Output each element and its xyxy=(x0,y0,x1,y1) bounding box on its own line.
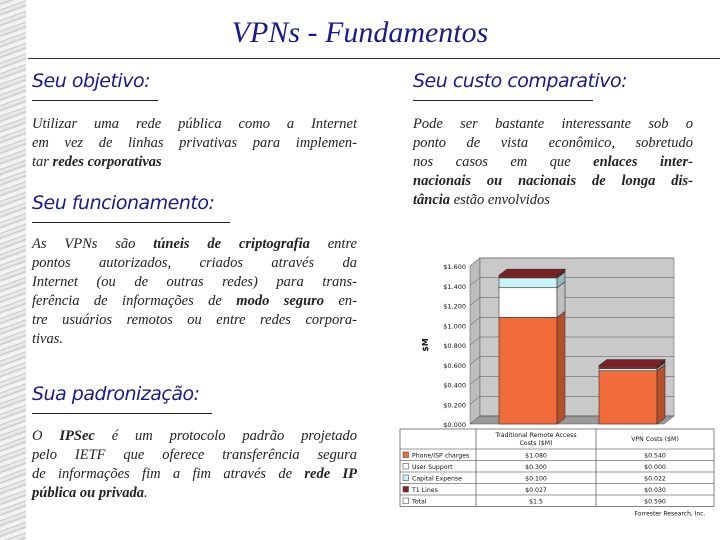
heading-funcionamento-underline xyxy=(32,222,230,223)
y-tick-label: $0.600 xyxy=(443,361,466,370)
y-tick-label: $0.800 xyxy=(443,342,466,350)
text-line xyxy=(413,172,693,191)
text-run: en- xyxy=(324,293,357,309)
text-line xyxy=(32,446,357,465)
text-run: pontos autorizados, criados através da xyxy=(32,255,357,271)
y-tick-label: $1.200 xyxy=(443,302,466,311)
y-axis-label: $M xyxy=(421,338,430,352)
text-run: O xyxy=(32,428,60,444)
text-line xyxy=(32,115,357,134)
text-run: tar xyxy=(32,154,53,170)
data-label: $0.100 xyxy=(525,475,547,483)
data-label: $0.027 xyxy=(525,487,547,494)
text-run: Internet (ou de outras redes) para trans- xyxy=(32,274,357,290)
legend-swatch xyxy=(403,475,409,481)
chart-source: Forrester Research, Inc. xyxy=(634,510,706,518)
bold-text: enlaces inter- xyxy=(593,154,693,170)
legend-entry: Total xyxy=(412,498,427,506)
bold-text: redes corporativas xyxy=(52,154,162,170)
text-line xyxy=(32,465,357,484)
bar-top xyxy=(499,269,565,275)
text-run: de informações fim a fim através de xyxy=(32,466,305,482)
y-tick-label: $0.200 xyxy=(443,401,466,410)
text-line xyxy=(32,235,357,254)
legend-entry: Capital Expense xyxy=(412,475,462,483)
text-run: em vez de linhas privativas para implemen- xyxy=(32,135,357,151)
legend-entry: T1 Lines xyxy=(412,487,438,494)
text-line xyxy=(32,311,357,330)
legend-entry: User Support xyxy=(412,464,453,471)
bar-segment xyxy=(499,275,557,278)
heading-objetivo-underline xyxy=(32,100,158,101)
text-run: nos casos em que xyxy=(413,154,594,170)
text-run: Pode ser bastante interessante sob o xyxy=(413,116,693,132)
bold-text: túneis de criptografia xyxy=(153,236,310,252)
legend-swatch xyxy=(403,487,409,493)
marble-border xyxy=(0,0,26,540)
text-line xyxy=(413,115,693,134)
text-line xyxy=(32,427,357,446)
text-line xyxy=(32,254,357,273)
heading-custo-underline xyxy=(413,100,593,101)
text-line xyxy=(32,273,357,292)
text-run: ponto de vista econômico, sobretudo xyxy=(413,135,693,151)
heading-padronizacao: Sua padronização: xyxy=(32,383,200,405)
category-label: VPN Costs ($M) xyxy=(631,436,679,443)
data-label: $1.080 xyxy=(525,452,547,460)
legend-entry: Phone/ISP charges xyxy=(412,452,470,460)
data-label: $0.000 xyxy=(644,464,666,471)
bold-text: rede IP xyxy=(304,466,357,482)
text-run: As VPNs são xyxy=(32,236,154,252)
text-line xyxy=(413,191,693,210)
text-run: tre usuários remotos ou entre redes corpora- xyxy=(32,312,357,328)
bar-segment-side xyxy=(657,365,665,424)
text-line xyxy=(32,330,357,349)
data-label: $0.590 xyxy=(644,498,666,506)
text-run: pelo IETF que oferece transferência segura xyxy=(32,447,357,463)
text-line xyxy=(32,153,357,172)
text-run: ferência de informações de xyxy=(32,293,237,309)
bar-segment-side xyxy=(557,311,565,424)
legend-swatch xyxy=(403,498,409,504)
text-run: é um protocolo padrão projetado xyxy=(94,428,357,444)
data-label: $0.022 xyxy=(644,475,666,483)
bold-text: modo seguro xyxy=(236,293,325,309)
bold-text: tância xyxy=(413,192,451,208)
data-label: $0.300 xyxy=(525,464,547,471)
paragraph-custo xyxy=(413,115,693,210)
data-label: $0.030 xyxy=(644,487,666,494)
bold-text: pública ou privada xyxy=(32,485,144,501)
slide-title: VPNs - Fundamentos xyxy=(231,16,489,49)
cost-chart xyxy=(398,236,716,528)
text-run: estão envolvidos xyxy=(450,192,550,208)
legend-swatch xyxy=(403,452,409,458)
text-line xyxy=(32,484,357,503)
text-run: . xyxy=(143,485,148,501)
bar-segment xyxy=(599,369,657,371)
y-tick-label: $1.000 xyxy=(443,322,466,331)
heading-funcionamento: Seu funcionamento: xyxy=(32,192,215,214)
bar-segment xyxy=(499,278,557,288)
text-line xyxy=(32,292,357,311)
y-tick-label: $0.400 xyxy=(443,381,466,390)
heading-padronizacao-underline xyxy=(32,413,212,414)
paragraph-funcionamento xyxy=(32,235,357,349)
heading-objetivo: Seu objetivo: xyxy=(32,70,150,92)
data-label: $1.5 xyxy=(529,498,543,506)
y-tick-label: $1.400 xyxy=(443,282,466,291)
title-divider xyxy=(28,58,720,59)
text-line xyxy=(32,134,357,153)
bar-segment xyxy=(499,317,557,424)
bold-text: IPSec xyxy=(59,428,95,444)
bar-segment xyxy=(499,288,557,318)
category-label: Traditional Remote Access xyxy=(495,432,577,439)
text-line xyxy=(413,153,693,172)
text-run: entre xyxy=(309,236,357,252)
bold-text: nacionais ou nacionais de longa dis- xyxy=(413,173,693,189)
text-run: tivas. xyxy=(32,331,64,347)
text-line xyxy=(413,134,693,153)
y-tick-label: $0.000 xyxy=(443,421,466,429)
paragraph-padronizacao xyxy=(32,427,357,503)
category-label: Costs ($M) xyxy=(519,440,553,447)
heading-custo: Seu custo comparativo: xyxy=(413,70,628,92)
bar-top xyxy=(599,360,665,366)
data-label: $0.540 xyxy=(644,452,666,460)
text-run: Utilizar uma rede pública como a Internet xyxy=(32,116,357,132)
y-tick-label: $1.600 xyxy=(443,263,466,271)
bar-segment xyxy=(599,371,657,424)
paragraph-objetivo xyxy=(32,115,357,172)
bar-segment xyxy=(599,366,657,369)
legend-swatch xyxy=(403,464,409,470)
